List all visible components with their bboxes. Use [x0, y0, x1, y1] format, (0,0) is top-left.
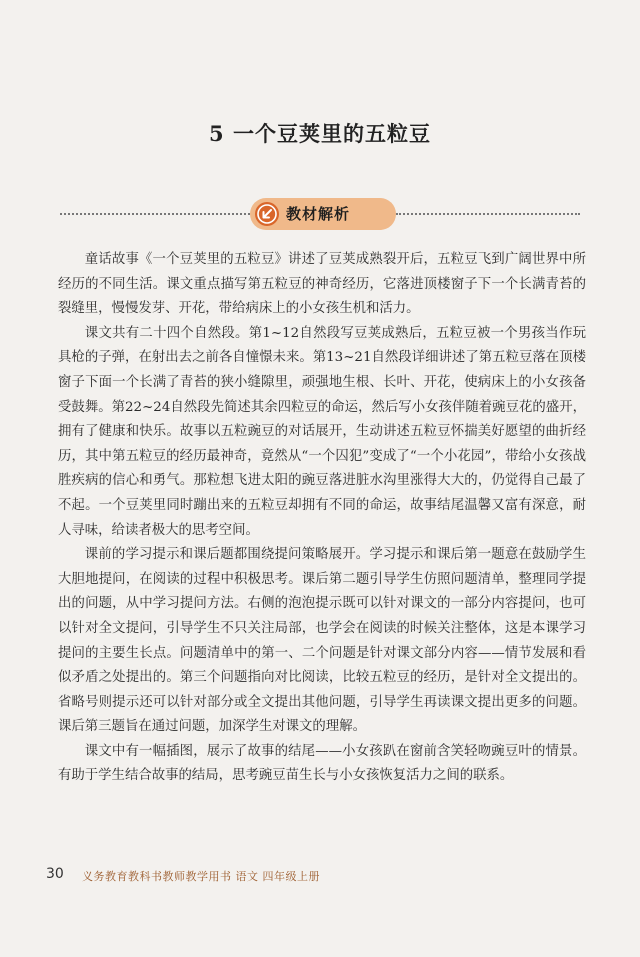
dotted-divider-left: [60, 213, 250, 215]
paragraph-questioning-strategy: 课前的学习提示和课后题都围绕提问策略展开。学习提示和课后第一题意在鼓励学生大胆地提问，在阅读的过程中积极思考。课后第二题引导学生仿照问题清单，整理同学提出的问题，从中学习提问方法。右侧的泡泡提示既可以针对课文的一部分内容提问，也可以针对全文提问，引导学生不只关注局部，也学会在阅读的时候关注整体，这是本课学习提问的主要生长点。问题清单中的第一、二个问题是针对课文部分内容——情节发展和看似矛盾之处提出的。第三个问题指向对比阅读，比较五粒豆的经历，是针对全文提出的。省略号则提示还可以针对部分或全文提出其他问题，引导学生再读课文提出更多的问题。课后第三题旨在通过问题，加深学生对课文的理解。: [58, 547, 586, 735]
lesson-title: 5 一个豆荚里的五粒豆: [209, 121, 431, 147]
paragraph-illustration: 课文中有一幅插图，展示了故事的结尾——小女孩趴在窗前含笑轻吻豌豆叶的情景。有助于学生结合故事的结局，思考豌豆苗生长与小女孩恢复活力之间的联系。: [58, 743, 586, 784]
section-label: 教材解析: [286, 205, 351, 223]
paragraph-structure: 课文共有二十四个自然段。第1~12自然段写豆荚成熟后，五粒豆被一个男孩当作玩具枪的子弹，在射出去之前各自憧憬未来。第13~21自然段详细讲述了第五粒豆落在顶楼窗子下面一个长满了青苔的狭小缝隙里，顽强地生根、长叶、开花，使病床上的小女孩备受鼓舞。第22~24自然段先简述其余四粒豆的命运，然后写小女孩伴随着豌豆花的盛开，拥有了健康和快乐。故事以五粒豌豆的对话展开，生动讲述五粒豆怀揣美好愿望的曲折经历，其中第五粒豆的经历最神奇，竟然从“一个囚犯”变成了“一个小花园”，带给小女孩战胜疾病的信心和勇气。那粒想飞进太阳的豌豆落进脏水沟里涨得大大的，仍觉得自己最了不起。一个豆荚里同时蹦出来的五粒豆却拥有不同的命运，故事结尾温馨又富有深意，耐人寻味，给读者极大的思考空间。: [58, 325, 586, 538]
paragraph-summary: 童话故事《一个豆荚里的五粒豆》讲述了豆荚成熟裂开后，五粒豆飞到广阔世界中所经历的不同生活。课文重点描写第五粒豆的神奇经历，它落进顶楼窗子下一个长满青苔的裂缝里，慢慢发芽、开花，带给病床上的小女孩生机和活力。: [58, 252, 586, 317]
book-title: 义务教育教科书教师教学用书 语文 四年级上册: [82, 870, 320, 883]
arrow-down-left-circle-icon: [255, 202, 279, 226]
analysis-body: [58, 248, 586, 789]
page-number: 30: [46, 866, 64, 882]
section-header: [60, 196, 580, 232]
section-badge: [250, 198, 396, 230]
dotted-divider-right: [396, 213, 580, 215]
page-footer: [46, 866, 606, 888]
